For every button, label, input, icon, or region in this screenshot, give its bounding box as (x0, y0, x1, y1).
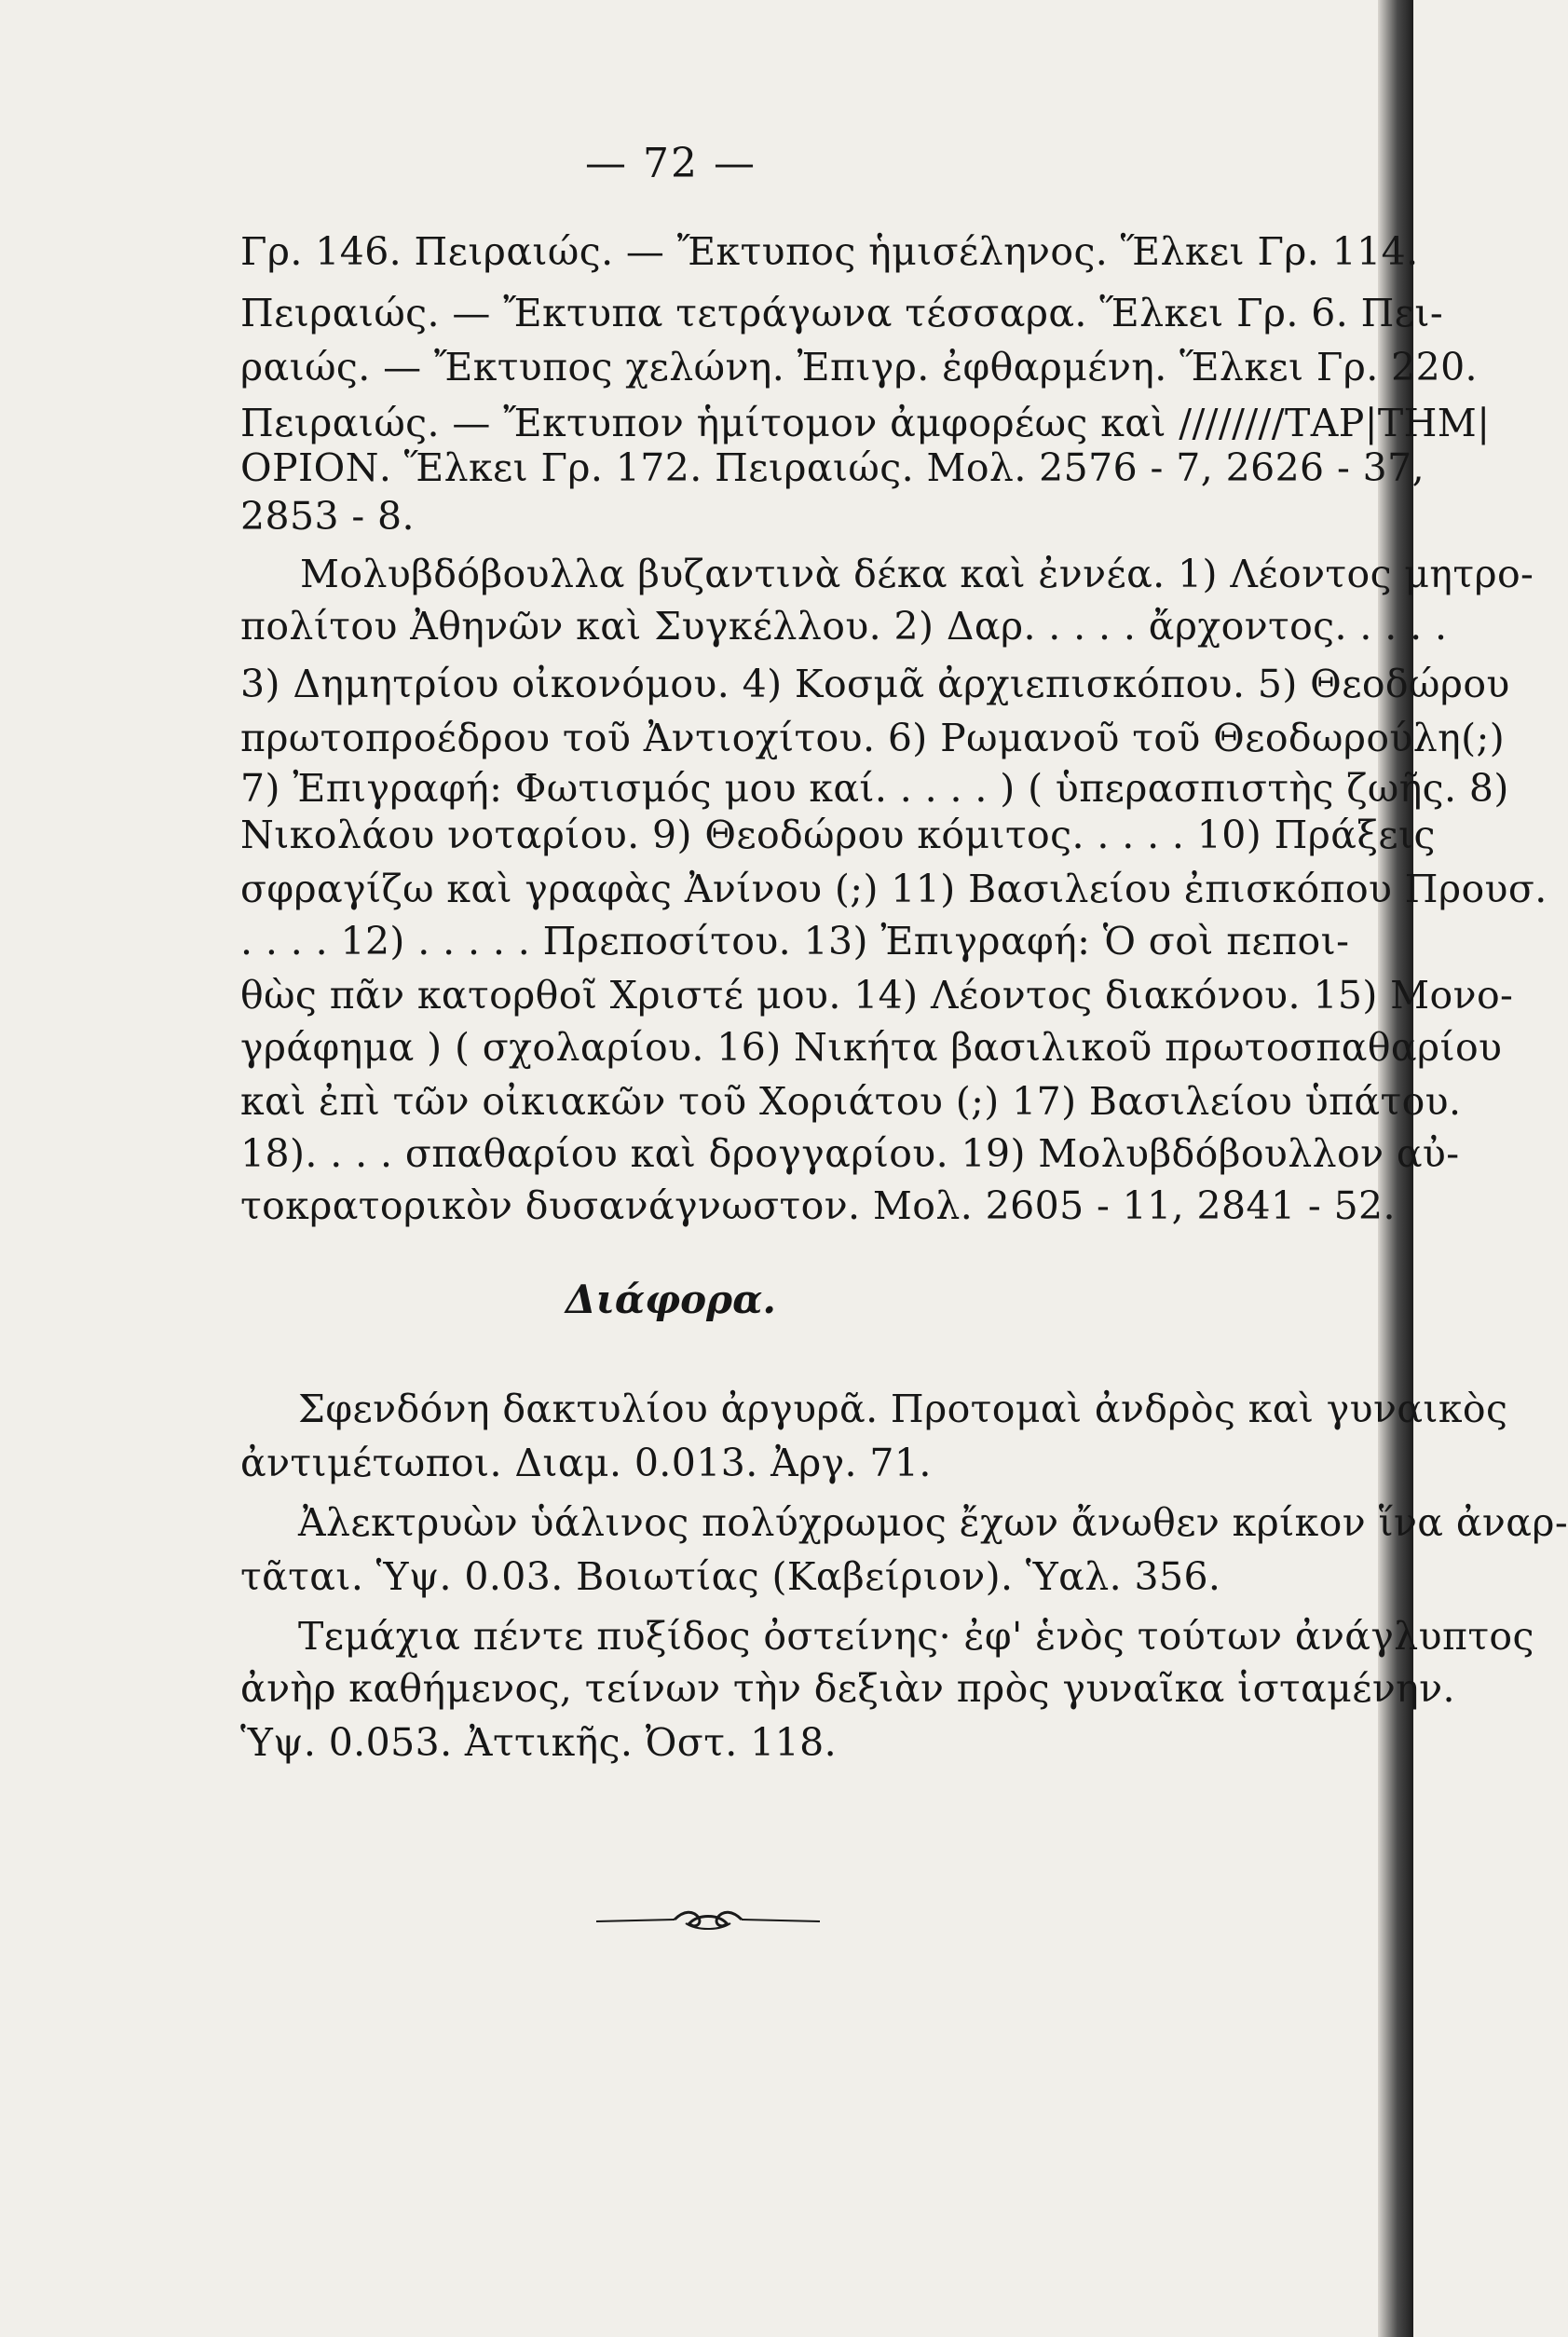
text-line: ΟΡΙΟΝ. Ἕλκει Γρ. 172. Πειραιώς. Μολ. 2576 - 7, 2626 - 37, (240, 445, 1425, 490)
text-line: ραιώς. — Ἔκτυπος χελώνη. Ἐπιγρ. ἐφθαρμένη. Ἕλκει Γρ. 220. (240, 345, 1478, 390)
text-line: καὶ ἐπὶ τῶν οἰκιακῶν τοῦ Χοριάτου (;) 17) Βασιλείου ὑπάτου. (240, 1079, 1462, 1124)
text-line: Γρ. 146. Πειραιώς. — Ἔκτυπος ἡμισέληνος. Ἕλκει Γρ. 114. (240, 229, 1419, 274)
ornament-divider-icon (596, 1901, 820, 1938)
text-line: σφραγίζω καὶ γραφὰς Ἀνίνου (;) 11) Βασιλείου ἐπισκόπου Προυσ. (240, 867, 1548, 911)
page-number: — 72 — (585, 140, 757, 187)
paragraph-start: Σφενδόνη δακτυλίου ἀργυρᾶ. Προτομαὶ ἀνδρὸς καὶ γυναικὸς (298, 1387, 1508, 1431)
paragraph-start: Μολυβδόβουλλα βυζαντινὰ δέκα καὶ ἐννέα. 1) Λέοντος μητρο- (300, 552, 1534, 596)
text-line: 3) Δημητρίου οἰκονόμου. 4) Κοσμᾶ ἀρχιεπισκόπου. 5) Θεοδώρου (240, 662, 1510, 706)
paragraph-start: Ἀλεκτρυὼν ὑάλινος πολύχρωμος ἔχων ἄνωθεν κρίκον ἵνα ἀναρ- (298, 1500, 1568, 1545)
text-line: Νικολάου νοταρίου. 9) Θεοδώρου κόμιτος. . . . . 10) Πράξεις (240, 813, 1436, 857)
text-line: Πειραιώς. — Ἔκτυπα τετράγωνα τέσσαρα. Ἕλκει Γρ. 6. Πει- (240, 291, 1444, 335)
paragraph-start: Τεμάχια πέντε πυξίδος ὀστείνης· ἐφ' ἑνὸς τούτων ἀνάγλυπτος (298, 1614, 1534, 1659)
text-line: . . . . 12) . . . . . Πρεποσίτου. 13) Ἐπιγραφή: Ὁ σοὶ πεποι- (240, 919, 1350, 964)
text-line: πολίτου Ἀθηνῶν καὶ Συγκέλλου. 2) Δαρ. . . . . ἄρχοντος. . . . . (240, 604, 1448, 649)
text-line: ἀντιμέτωποι. Διαμ. 0.013. Ἀργ. 71. (240, 1441, 932, 1485)
text-line: τοκρατορικὸν δυσανάγνωστον. Μολ. 2605 - 11, 2841 - 52. (240, 1183, 1396, 1228)
text-line: θὼς πᾶν κατορθοῖ Χριστέ μου. 14) Λέοντος διακόνου. 15) Μονο- (240, 973, 1514, 1018)
text-line: Ὑψ. 0.053. Ἀττικῆς. Ὀστ. 118. (240, 1720, 838, 1765)
text-line: γράφημα ) ( σχολαρίου. 16) Νικήτα βασιλικοῦ πρωτοσπαθαρίου (240, 1025, 1503, 1070)
text-line: τᾶται. Ὑψ. 0.03. Βοιωτίας (Καβείριον). Ὑαλ. 356. (240, 1554, 1221, 1599)
section-heading: Διάφορα. (565, 1277, 777, 1322)
text-line: 7) Ἐπιγραφή: Φωτισμός μου καί. . . . . ) ( ὑπερασπιστὴς ζωῆς. 8) (240, 766, 1509, 811)
text-line: ἀνὴρ καθήμενος, τείνων τὴν δεξιὰν πρὸς γυναῖκα ἱσταμένην. (240, 1666, 1455, 1711)
text-line: 2853 - 8. (240, 494, 415, 539)
text-line: πρωτοπροέδρου τοῦ Ἀντιοχίτου. 6) Ρωμανοῦ τοῦ Θεοδωρούλη(;) (240, 716, 1506, 760)
text-line: 18). . . . σπαθαρίου καὶ δρογγαρίου. 19) Μολυβδόβουλλον αὐ- (240, 1131, 1460, 1176)
text-line: Πειραιώς. — Ἔκτυπον ἡμίτομον ἀμφορέως καὶ ////////ΤΑΡ|ΤΗΜ| (240, 401, 1491, 445)
